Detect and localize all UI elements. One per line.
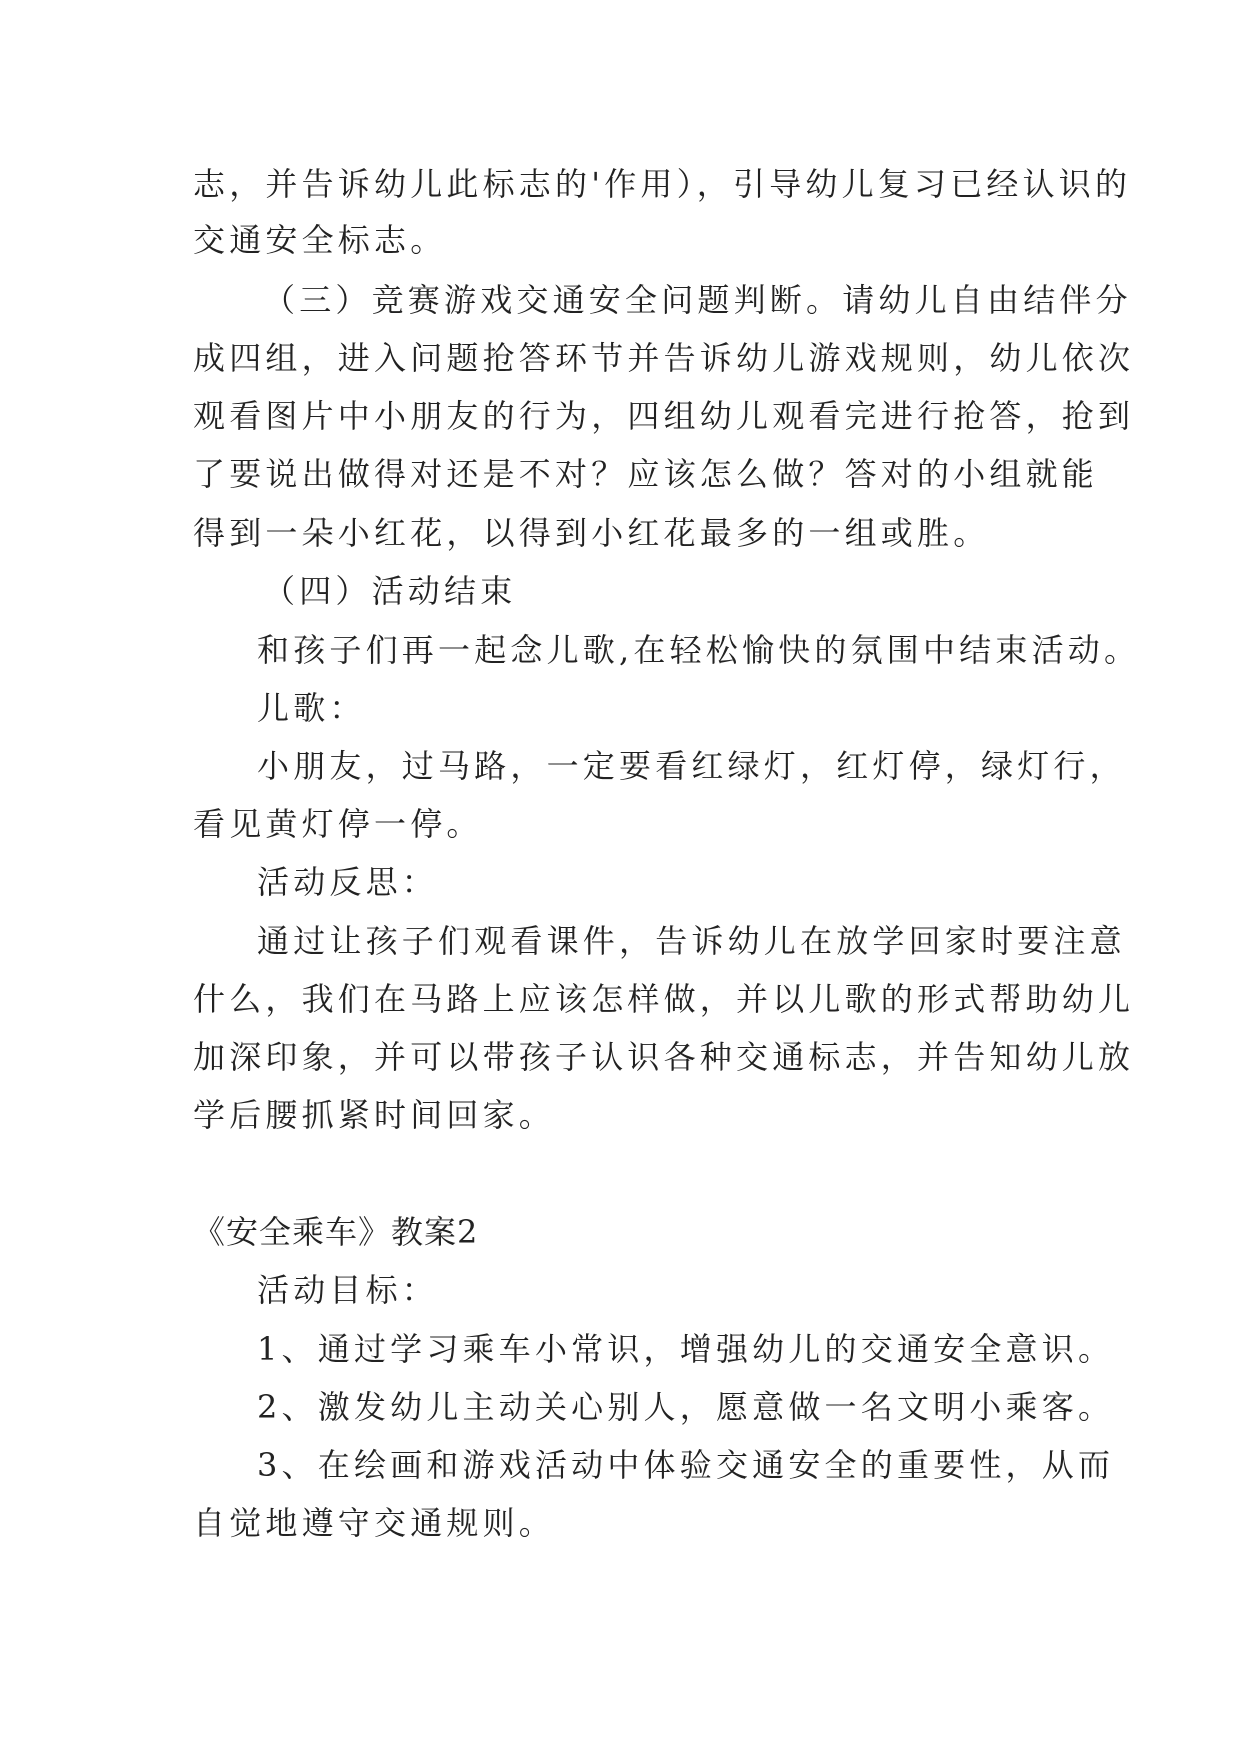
lesson-plan-title: 《安全乘车》教案2 (193, 1213, 479, 1251)
paragraph-line: 志，并告诉幼儿此标志的'作用），引导幼儿复习已经认识的 (193, 165, 1132, 203)
paragraph-line: 了要说出做得对还是不对？应该怎么做？答对的小组就能 (193, 455, 1099, 493)
paragraph-line: 成四组，进入问题抢答环节并告诉幼儿游戏规则，幼儿依次 (193, 339, 1135, 377)
section-heading-3: （三）竞赛游戏交通安全问题判断。请幼儿自由结伴分 (263, 281, 1132, 319)
paragraph-line: 学后腰抓紧时间回家。 (193, 1096, 556, 1134)
paragraph-line: 观看图片中小朋友的行为，四组幼儿观看完进行抢答，抢到 (193, 397, 1135, 435)
paragraph-line: 和孩子们再一起念儿歌,在轻松愉快的氛围中结束活动。 (257, 631, 1141, 669)
paragraph-line: 什么，我们在马路上应该怎样做，并以儿歌的形式帮助幼儿 (193, 980, 1135, 1018)
reflection-label: 活动反思： (257, 863, 439, 901)
objectives-label: 活动目标： (257, 1271, 439, 1309)
nursery-rhyme-line: 看见黄灯停一停。 (193, 805, 483, 843)
objective-item: 1、通过学习乘车小常识，增强幼儿的交通安全意识。 (257, 1330, 1115, 1368)
paragraph-line: 加深印象，并可以带孩子认识各种交通标志，并告知幼儿放 (193, 1038, 1135, 1076)
objective-item: 3、在绘画和游戏活动中体验交通安全的重要性，从而 (257, 1446, 1115, 1484)
paragraph-line: 得到一朵小红花，以得到小红花最多的一组或胜。 (193, 514, 990, 552)
nursery-rhyme-label: 儿歌： (257, 689, 366, 727)
paragraph-line: 自觉地遵守交通规则。 (193, 1504, 556, 1542)
nursery-rhyme-line: 小朋友，过马路，一定要看红绿灯，红灯停，绿灯行， (257, 747, 1126, 785)
paragraph-line: 通过让孩子们观看课件，告诉幼儿在放学回家时要注意 (257, 922, 1126, 960)
section-heading-4: （四）活动结束 (263, 572, 517, 610)
paragraph-line: 交通安全标志。 (193, 221, 447, 259)
objective-item: 2、激发幼儿主动关心别人，愿意做一名文明小乘客。 (257, 1388, 1115, 1426)
